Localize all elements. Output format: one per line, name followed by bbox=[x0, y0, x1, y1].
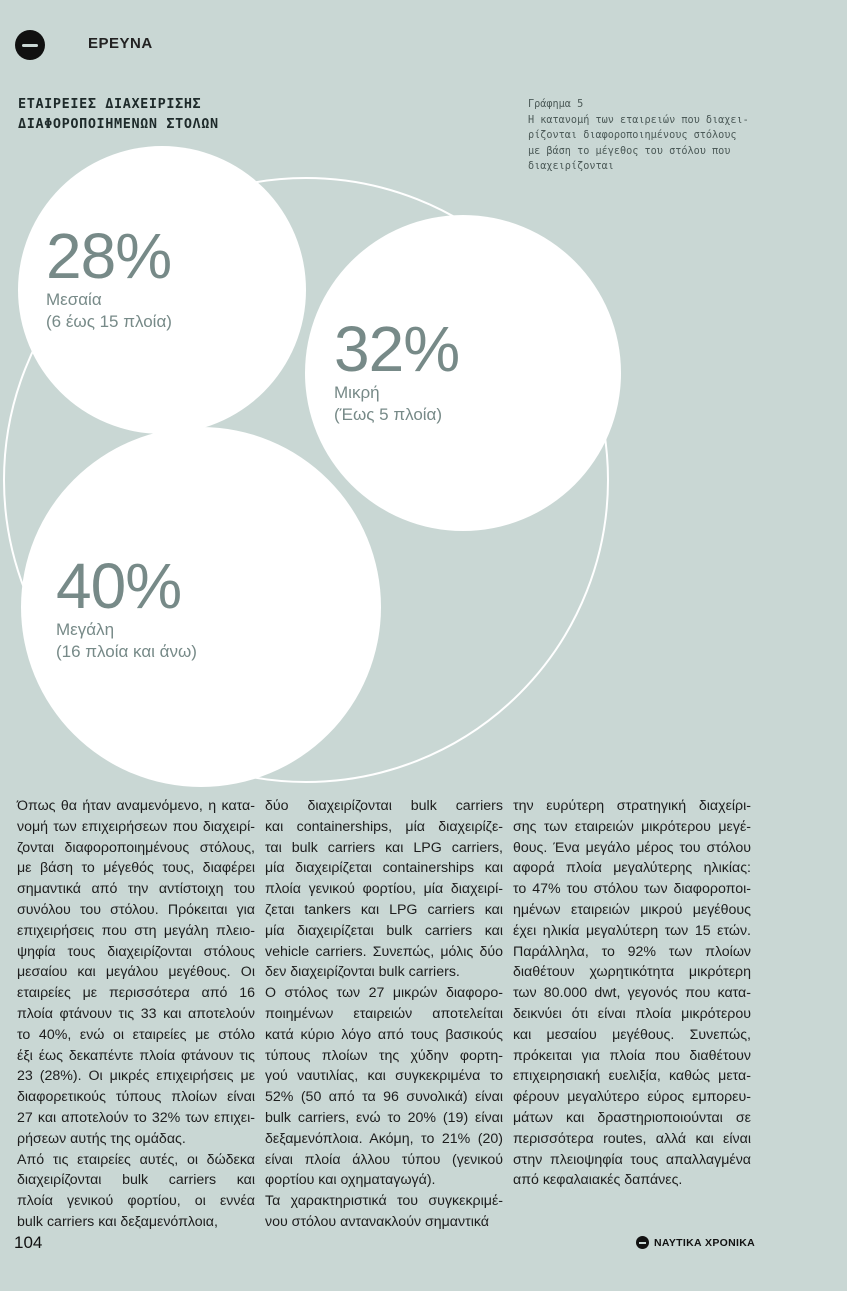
bubble-medium-label bbox=[46, 220, 172, 333]
body-line: μία διαχειρίζεται bulk carriers και bbox=[265, 922, 503, 939]
body-column-2 bbox=[265, 796, 503, 1233]
body-line: νομή των επιχειρήσεων που διαχειρί- bbox=[17, 818, 255, 835]
title-line: ΔΙΑΦΟΡΟΠΟΙΗΜΕΝΩΝ ΣΤΟΛΩΝ bbox=[18, 116, 219, 132]
body-line: των 80.000 dwt, γεγονός που κατα- bbox=[513, 985, 751, 1002]
body-line: εταιρείες με περισσότερα από 16 bbox=[17, 985, 255, 1002]
body-line: ψηφία τους διαχειρίζονται στόλους bbox=[17, 943, 255, 960]
body-line: έξι έως δεκαπέντε πλοία φτάνουν τις bbox=[17, 1047, 255, 1064]
body-line: πλοία γενικού φορτίου, μία διαχειρί- bbox=[265, 881, 503, 898]
bubble-small-label bbox=[334, 313, 460, 426]
body-line: στην πλειοψηφία τους απαλλαγμένα bbox=[513, 1151, 751, 1168]
body-line: νου στόλου αντανακλούν σημαντικά bbox=[265, 1213, 489, 1230]
bubble-large-range: (16 πλοία και άνω) bbox=[56, 642, 197, 661]
section-label: ΕΡΕΥΝΑ bbox=[88, 35, 153, 52]
body-line: ρήσεων αυτής της ομάδας. bbox=[17, 1130, 186, 1147]
bubble-small-percent: 32% bbox=[334, 313, 460, 385]
bubble-large-percent: 40% bbox=[56, 550, 182, 622]
body-line: 23 (28%). Οι μικρές επιχειρήσεις με bbox=[17, 1068, 255, 1085]
body-line: διαχειρίζονται bulk carriers και bbox=[17, 1172, 255, 1189]
body-line: διαθέτουν χωρητικότητα μικρότερη bbox=[513, 964, 751, 981]
body-line: δεικνύει ότι είναι πλοία μικρότερου bbox=[513, 1005, 751, 1022]
body-line: Τα χαρακτηριστικά του συγκεκριμέ- bbox=[265, 1193, 503, 1210]
caption-line: με βάση το μέγεθος του στόλου που bbox=[528, 145, 731, 157]
body-line: δεν διαχειρίζονται bulk carriers. bbox=[265, 964, 460, 981]
body-line: πρόκειται για πλοία που διαθέτουν bbox=[513, 1047, 751, 1064]
body-line: ζεται tankers και LPG carriers και bbox=[265, 901, 503, 918]
body-line: Ο στόλος των 27 μικρών διαφορο- bbox=[265, 985, 503, 1002]
body-line: αφορά πλοία μεγαλύτερης ηλικίας: bbox=[513, 860, 751, 877]
caption-line: ρίζονται διαφοροποιημένους στόλους bbox=[528, 130, 737, 141]
bubble-medium-name: Μεσαία bbox=[46, 290, 102, 309]
body-line: συνόλου του στόλου. Πρόκειται για bbox=[17, 901, 255, 918]
body-line: bulk carriers, ενώ το 20% (19) είναι bbox=[265, 1109, 503, 1126]
body-line: διαφορετικούς τύπους πλοίων είναι bbox=[17, 1089, 255, 1106]
caption-line: διαχειρίζονται bbox=[528, 161, 614, 172]
body-line: το 40%, ενώ οι εταιρείες με στόλο bbox=[17, 1026, 255, 1043]
body-line: ημένων εταιρειών μικρού μεγέθους bbox=[513, 901, 751, 918]
body-line: μάτων και δραστηριοποιούνται σε bbox=[513, 1109, 751, 1126]
body-line: γού ναυτιλίας, και συγκεκριμένα το bbox=[265, 1068, 503, 1085]
bubble-large-label bbox=[56, 550, 197, 663]
title-line: ΕΤΑΙΡΕΙΕΣ ΔΙΑΧΕΙΡΙΣΗΣ bbox=[18, 96, 202, 112]
body-line: σης των εταιρειών μικρότερου μεγέ- bbox=[513, 818, 751, 835]
body-line: πλοία γενικού φορτίου, οι εννέα bbox=[17, 1193, 255, 1210]
body-line: ζονται διαφοροποιημένους στόλους, bbox=[17, 839, 255, 856]
body-line: φέρουν μεγαλύτερο εύρος εμπορευ- bbox=[513, 1089, 751, 1106]
body-line: με βάση το μέγεθός τους, διαφέρει bbox=[17, 860, 255, 877]
body-line: είναι πλοία άλλου τύπου (γενικού bbox=[265, 1151, 503, 1168]
body-line: σημαντικά από την αντίστοιχη του bbox=[17, 881, 255, 898]
body-line: μία διαχειρίζεται containerships και bbox=[265, 860, 503, 877]
body-line: από κεφαλαιακές δαπάνες. bbox=[513, 1172, 683, 1189]
body-line: μεσαίου και μεγάλου μεγέθους. Οι bbox=[17, 964, 255, 981]
page-number: 104 bbox=[14, 1233, 43, 1252]
publication-brand bbox=[636, 1236, 755, 1249]
body-line: φορτίου και οχηματαγωγά). bbox=[265, 1172, 436, 1189]
body-line: έχει ηλικία μεγαλύτερη των 15 ετών. bbox=[513, 922, 751, 939]
body-line: το 47% του στόλου των διαφοροποι- bbox=[513, 881, 751, 898]
body-column-3 bbox=[513, 796, 751, 1191]
body-line: ται bulk carriers και LPG carriers, bbox=[265, 839, 503, 856]
body-line: Από τις εταιρείες αυτές, οι δώδεκα bbox=[17, 1151, 255, 1168]
caption-line: Γράφημα 5 bbox=[528, 99, 584, 110]
body-line: τύπους πλοίων της χύδην φορτη- bbox=[265, 1047, 503, 1064]
body-line: ποιημένων εταιρειών αποτελείται bbox=[265, 1005, 503, 1022]
body-line: περισσότερα routes, αλλά και είναι bbox=[513, 1130, 751, 1147]
brand-name: ΝΑΥΤΙΚΑ ΧΡΟΝΙΚΑ bbox=[654, 1236, 755, 1249]
body-line: δεξαμενόπλοια. Ακόμη, το 21% (20) bbox=[265, 1130, 503, 1147]
body-line: 27 και αποτελούν το 32% των επιχει- bbox=[17, 1109, 255, 1126]
bubble-medium-range: (6 έως 15 πλοία) bbox=[46, 312, 172, 331]
body-line: Όπως θα ήταν αναμενόμενο, η κατα- bbox=[17, 798, 255, 814]
body-line: θους. Ένα μεγάλο μέρος του στόλου bbox=[513, 839, 751, 856]
body-line: 52% (50 από τα 96 συνολικά) είναι bbox=[265, 1089, 503, 1106]
bubble-medium-percent: 28% bbox=[46, 220, 172, 292]
body-line: vehicle carriers. Συνεπώς, μόλις δύο bbox=[265, 943, 503, 960]
body-line: Παράλληλα, το 92% των πλοίων bbox=[513, 943, 751, 960]
body-line: bulk carriers και δεξαμενόπλοια, bbox=[17, 1213, 218, 1230]
body-line: και containerships, μία διαχειρίζε- bbox=[265, 818, 503, 835]
body-line: δύο διαχειρίζονται bulk carriers bbox=[265, 798, 503, 814]
body-line: πλοία φτάνουν τις 33 και αποτελούν bbox=[17, 1005, 255, 1022]
caption-line: Η κατανομή των εταιρειών που διαχει- bbox=[528, 114, 749, 126]
body-column-1 bbox=[17, 796, 255, 1233]
brand-logo-icon bbox=[636, 1236, 649, 1249]
bubble-small-range: (Έως 5 πλοία) bbox=[334, 405, 443, 424]
body-line: επιχειρήσεις που στη μεγάλη πλειο- bbox=[17, 922, 255, 939]
body-line: την ευρύτερη στρατηγική διαχείρι- bbox=[513, 798, 751, 814]
bubble-large-name: Μεγάλη bbox=[56, 620, 115, 639]
body-line: επιχειρησιακή ευελιξία, καθώς μετα- bbox=[513, 1068, 751, 1085]
body-line: και μεσαίου μεγέθους. Συνεπώς, bbox=[513, 1026, 751, 1043]
bubble-small-name: Μικρή bbox=[334, 383, 380, 402]
body-line: κατά κύριο λόγο από τους βασικούς bbox=[265, 1026, 503, 1043]
